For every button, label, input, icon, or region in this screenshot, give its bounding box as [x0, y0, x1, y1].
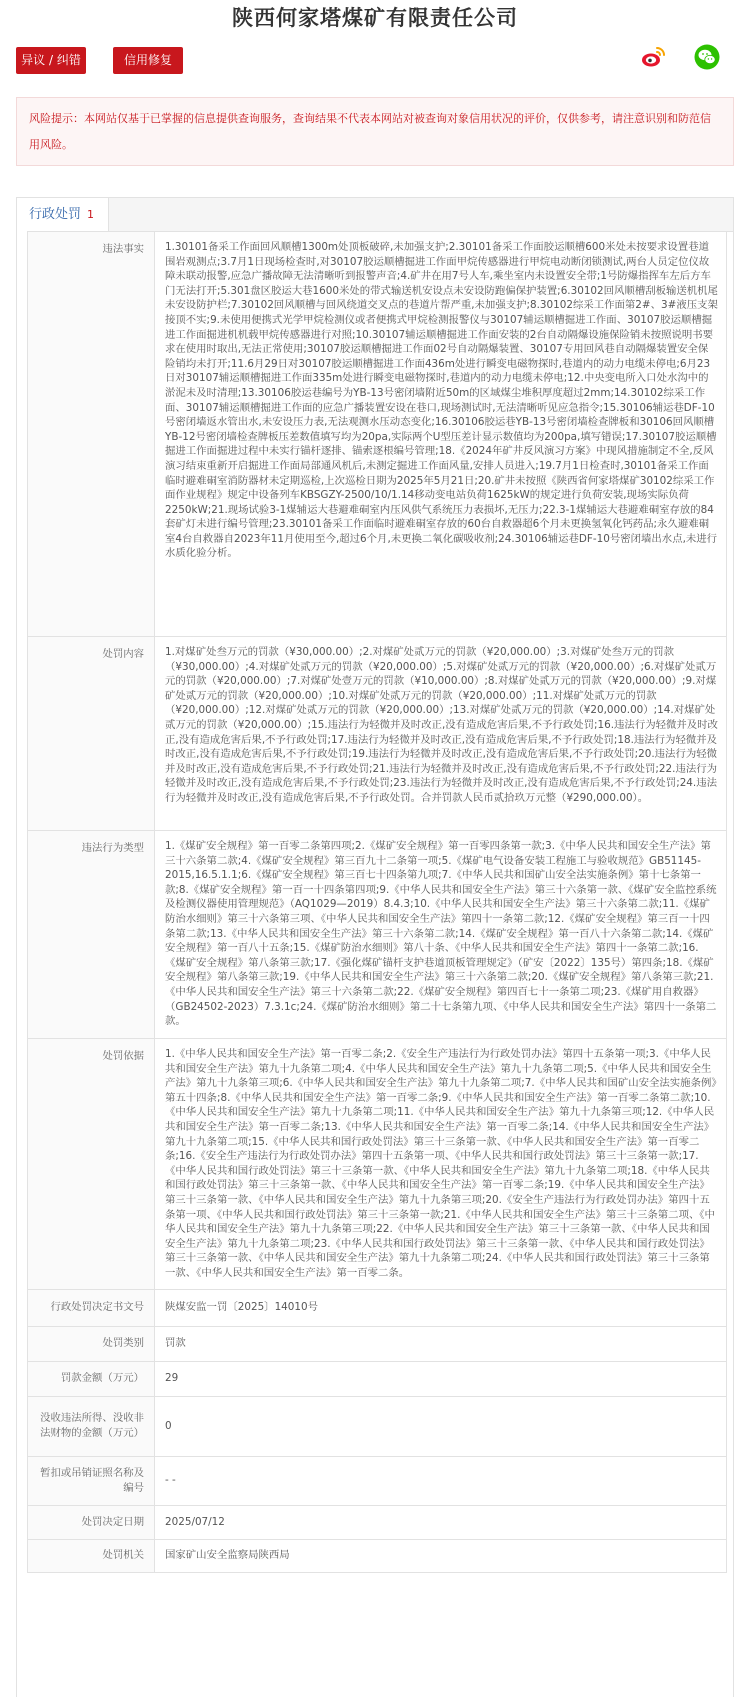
- penalty-detail-table: [27, 231, 727, 1573]
- violation-type-value: 1.《煤矿安全规程》第一百零二条第四项;2.《煤矿安全规程》第一百零四条第一款;3.《中华人民共和国安全生产法》第三十六条第二款;4.《煤矿安全规程》第三百九十二条第一项;5.《煤矿电气设备安装工程施工与验收规范》GB51145-2015,16.5.1.1;6.《煤矿安全规程》第三百七十四条第九项;7.《中华人民共和国矿山安全法实施条例》第十七条第一款;8.《煤矿安全规程》第一百一十四条第四项;9.《中华人民共和国安全生产法》第三十六条第一款、《煤矿安全监控系统及检测仪器使用管理规范》（AQ1029—2019）8.4.3;10.《中华人民共和国安全生产法》第三十六条第二款;11.《煤矿防治水细则》第三十六条第三项、《中华人民共和国安全生产法》第四十一条第二款;12.《煤矿安全规程》第三百一十四条第二款;13.《中华人民共和国安全生产法》第三十六条第二款;14.《煤矿安全规程》第一百八十六条第二款;14.《煤矿安全规程》第一百八十五条;15.《煤矿防治水细则》第八十条、《中华人民共和国安全生产法》第四十一条第二款;16.《煤矿安全规程》第八条第三款;17.《强化煤矿锚杆支护巷道顶板管理规定》（矿安〔2022〕135号）第四条;18.《煤矿安全规程》第八条第三款;19.《中华人民共和国安全生产法》第三十六条第二款;20.《煤矿安全规程》第八条第三款;21.《中华人民共和国安全生产法》第三十六条第二款;22.《煤矿安全规程》第四百七十一条第二项;23.《煤矿用自救器》（GB24502-2023）7.3.1c;24.《煤矿防治水细则》第二十七条第九项、《中华人民共和国安全生产法》第四十一条第二款。: [155, 831, 727, 1039]
- company-name: 陕西何家塔煤矿有限责任公司: [232, 6, 518, 30]
- basis-value: 1.《中华人民共和国安全生产法》第一百零二条;2.《安全生产违法行为行政处罚办法》第四十五条第一项;3.《中华人民共和国安全生产法》第九十九条第二项;4.《中华人民共和国安全生产法》第九十九条第二项;5.《中华人民共和国安全生产法》第九十九条第三项;6.《中华人民共和国安全生产法》第九十九条第二项;7.《中华人民共和国矿山安全法实施条例》第五十四条;8.《中华人民共和国安全生产法》第一百零二条;9.《中华人民共和国安全生产法》第一百零二条第二款;10.《中华人民共和国安全生产法》第九十九条第二项;11.《中华人民共和国安全生产法》第九十九条第三项;12.《中华人民共和国安全生产法》第一百零二条;13.《中华人民共和国安全生产法》第一百零二条;14.《中华人民共和国安全生产法》第九十九条第二项;15.《中华人民共和国行政处罚法》第三十三条第一款、《中华人民共和国安全生产法》第一百零二条;16.《安全生产违法行为行政处罚办法》第四十五条第一项、《中华人民共和国行政处罚法》第三十三条第一款;17.《中华人民共和国行政处罚法》第三十三条第一款、《中华人民共和国安全生产法》第九十九条第二项;18.《中华人民共和国行政处罚法》第三十三条第一款、《中华人民共和国安全生产法》第一百零二条;19.《中华人民共和国安全生产法》第三十三条第一款、《中华人民共和国安全生产法》第九十九条第三项;20.《安全生产违法行为行政处罚办法》第四十五条第一项、《中华人民共和国行政处罚法》第三十三条第一款;21.《中华人民共和国安全生产法》第三十三条第二项、《中华人民共和国安全生产法》第九十九条第三项;22.《中华人民共和国安全生产法》第三十三条第一款、《中华人民共和国安全生产法》第九十九条第二项;23.《中华人民共和国行政处罚法》第三十三条第一款、《中华人民共和国行政处罚法》第三十三条第一款、《中华人民共和国安全生产法》第九十九条第二项;24.《中华人民共和国行政处罚法》第三十三条第一款、《中华人民共和国安全生产法》第一百零二条。: [155, 1039, 727, 1290]
- weibo-icon[interactable]: [640, 44, 666, 70]
- row-decision-date: [28, 1505, 727, 1539]
- fine-label: 罚款金额（万元）: [28, 1361, 155, 1396]
- risk-notice: [16, 97, 734, 166]
- decision-date-value: 2025/07/12: [155, 1505, 727, 1539]
- row-basis: [28, 1039, 727, 1290]
- row-fine: [28, 1361, 727, 1396]
- category-label: 处罚类别: [28, 1326, 155, 1361]
- violation-type-label: 违法行为类型: [28, 831, 155, 1039]
- authority-label: 处罚机关: [28, 1539, 155, 1572]
- row-penalty: [28, 637, 727, 831]
- confiscation-value: 0: [155, 1396, 727, 1456]
- wechat-icon[interactable]: [694, 44, 720, 70]
- tab-administrative-penalty[interactable]: [17, 198, 109, 232]
- credit-repair-button[interactable]: 信用修复: [113, 47, 183, 74]
- confiscation-label: 没收违法所得、没收非法财物的金额（万元）: [28, 1396, 155, 1456]
- row-authority: [28, 1539, 727, 1572]
- basis-label: 处罚依据: [28, 1039, 155, 1290]
- section-header: [17, 198, 733, 232]
- decision-no-label: 行政处罚决定书文号: [28, 1289, 155, 1326]
- facts-value: 1.30101备采工作面回风顺槽1300m处顶板破碎,未加强支护;2.30101备采工作面胶运顺槽600米处未按要求设置巷道围岩观测点;3.7月1日现场检查时,对30107胶运顺槽掘进工作面甲烷传感器进行甲烷电动断闭锁测试,两台人员定位仪故障未联动报警,应急广播故障无法清晰听到报警声音;4.矿井在用7号人车,乘坐室内未设置安全带;1号防爆指挥车左后方车门无法打开;5.301盘区胶运大巷1600米处的带式输送机安设点未安设防跑偏保护装置;6.30102回风顺槽刮板输送机机尾未安设防护栏;7.30102回风顺槽与回风绕道交叉点的巷道片帮严重,未加强支护;8.30102综采工作面第2#、3#液压支架接顶不实;9.未使用便携式光学甲烷检测仪或者便携式甲烷检测报警仪与30107辅运顺槽掘进工作面、30107胶运顺槽掘进工作面掘进机机载甲烷传感器进行对照;10.30107辅运顺槽掘进工作面安装的2台自动隔爆设施保险销未按照说明书要求在使用时取出,无法正常使用;30107胶运顺槽掘进工作面02号自动隔爆装置、30107专用回风巷自动隔爆装置安全保险销均未打开;11.6月29日对30107胶运顺槽掘进工作面436m处进行瞬变电磁物探时,巷道内的动力电缆未停电;6月23日对30107辅运顺槽掘进工作面335m处进行瞬变电磁物探时,巷道内的动力电缆未停电;12.中央变电所入口处水沟中的淤泥未及时清理;13.30106胶运巷编号为YB-13号密闭墙附近50m的区域煤尘堆积厚度超过2mm;14.30102综采工作面、30107辅运顺槽掘进工作面的应急广播装置安设在巷口,现场测试时,无法清晰听见应急指令;15.30106辅运巷DF-10号密闭墙返水管出水,未安设压力表,无法观测水压动态变化;16.30106胶运巷YB-13号密闭墙检查牌板和30106回风顺槽YB-12号密闭墙检查牌板压差数值填写均为20pa,实际两个U型压差计显示数值均为200pa,填写错误;17.30107胶运顺槽掘进工作面掘进过程中未实行锚杆逐排、锚索逐根编号管理;18.《2024年矿井反风演习方案》中现风措施制定不全,反风演习结束重新开启掘进工作面局部通风机后,未测定掘进工作面风量,安排人员进入;19.7月1日检查时,30101备采工作面临时避难硐室消防器材未定期巡检,上次巡检日期为2025年5月21日;20.矿井未按照《陕西省何家塔煤矿30102综采工作面作业规程》规定中设备列车KBSGZY-2500/10/1.14移动变电站负荷1625kW的规定进行负荷安装,现场实际负荷2250kW;21.现场试验3-1煤辅运大巷避难硐室内压风供气系统压力表损坏,无压力;22.3-1煤辅运大巷避难硐室存放的84套矿灯未进行编号管理;23.30101备采工作面临时避难硐室存放的60台自救器超6个月未更换氢氧化钙药品;永久避难硐室4台自救器自2023年11月使用至今,超过6个月,未更换二氧化碳吸收剂;24.30106辅运巷DF-10号密闭墙出水点,未进行水质化验分析。: [155, 232, 727, 637]
- facts-label: 违法事实: [28, 232, 155, 637]
- tab-label: 行政处罚: [29, 207, 82, 222]
- penalty-value: 1.对煤矿处叁万元的罚款（¥30,000.00）;2.对煤矿处贰万元的罚款（¥20,000.00）;3.对煤矿处叁万元的罚款（¥30,000.00）;4.对煤矿处贰万元的罚款（¥20,000.00）;5.对煤矿处贰万元的罚款（¥20,000.00）;6.对煤矿处贰万元的罚款（¥20,000.00）;7.对煤矿处壹万元的罚款（¥10,000.00）;8.对煤矿处贰万元的罚款（¥20,000.00）;9.对煤矿处贰万元的罚款（¥20,000.00）;10.对煤矿处贰万元的罚款（¥20,000.00）;11.对煤矿处贰万元的罚款（¥20,000.00）;12.对煤矿处贰万元的罚款（¥20,000.00）;13.对煤矿处贰万元的罚款（¥20,000.00）;14.对煤矿处贰万元的罚款（¥20,000.00）;15.违法行为轻微并及时改正,没有造成危害后果,不予行政处罚;16.违法行为轻微并及时改正,没有造成危害后果,不予行政处罚;17.违法行为轻微并及时改正,没有造成危害后果,不予行政处罚;18.违法行为轻微并及时改正,没有造成危害后果,不予行政处罚;19.违法行为轻微并及时改正,没有造成危害后果,不予行政处罚;20.违法行为轻微并及时改正,没有造成危害后果,不予行政处罚;21.违法行为轻微并及时改正,没有造成危害后果,不予行政处罚;22.违法行为轻微并及时改正,没有造成危害后果,不予行政处罚;23.违法行为轻微并及时改正,没有造成危害后果,不予行政处罚;24.违法行为轻微并及时改正,没有造成危害后果,不予行政处罚。合并罚款人民币贰拾玖万元整（¥290,000.00）。: [155, 637, 727, 831]
- risk-notice-label: 风险提示：: [29, 112, 84, 125]
- objection-button[interactable]: 异议 / 纠错: [16, 47, 86, 74]
- tab-count-badge: 1: [87, 208, 95, 221]
- row-category: [28, 1326, 727, 1361]
- category-value: 罚款: [155, 1326, 727, 1361]
- row-facts: [28, 232, 727, 637]
- row-confiscation: [28, 1396, 727, 1456]
- penalty-label: 处罚内容: [28, 637, 155, 831]
- decision-date-label: 处罚决定日期: [28, 1505, 155, 1539]
- suspension-value: - -: [155, 1456, 727, 1505]
- row-suspension: [28, 1456, 727, 1505]
- risk-notice-text: 本网站仅基于已掌握的信息提供查询服务，查询结果不代表本网站对被查询对象信用状况的评价，仅供参考，请注意识别和防范信用风险。: [29, 112, 711, 151]
- fine-value: 29: [155, 1361, 727, 1396]
- decision-no-value: 陕煤安监一罚〔2025〕14010号: [155, 1289, 727, 1326]
- suspension-label: 暂扣或吊销证照名称及编号: [28, 1456, 155, 1505]
- row-decision-no: [28, 1289, 727, 1326]
- row-violation-type: [28, 831, 727, 1039]
- authority-value: 国家矿山安全监察局陕西局: [155, 1539, 727, 1572]
- penalty-section: [16, 197, 734, 1697]
